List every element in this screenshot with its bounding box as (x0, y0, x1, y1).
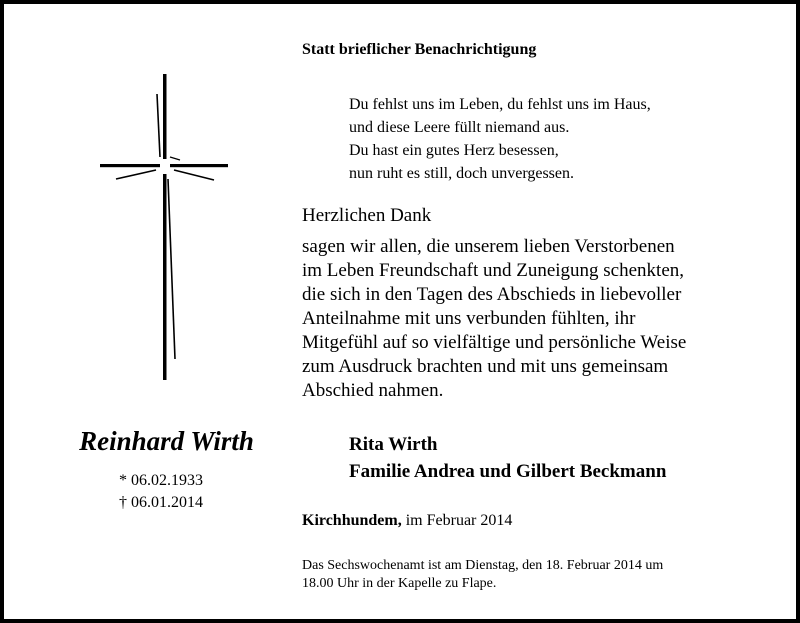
death-date: † 06.01.2014 (119, 494, 203, 511)
signers (349, 431, 666, 485)
thanks-line: zum Ausdruck brachten und mit uns gemeinsam (302, 356, 669, 377)
thanks-line: Mitgefühl auf so vielfältige und persönliche Weise (302, 332, 687, 353)
place-date-line (302, 512, 512, 530)
poem-line: nun ruht es still, doch unvergessen. (349, 165, 575, 182)
thanks-line: Anteilnahme mit uns verbunden fühlten, ihr (302, 308, 636, 329)
thanks-line: die sich in den Tagen des Abschieds in liebevoller (302, 284, 682, 305)
life-dates (119, 470, 203, 514)
signer-name: Rita Wirth (349, 434, 438, 455)
deceased-name: Reinhard Wirth (79, 426, 254, 456)
thanks-title: Herzlichen Dank (302, 205, 432, 226)
poem-line: Du hast ein gutes Herz besessen, (349, 142, 559, 159)
service-notice (302, 557, 663, 593)
signer-name: Familie Andrea und Gilbert Beckmann (349, 461, 667, 482)
place: Kirchhundem, (302, 512, 402, 529)
poem-line: und diese Leere füllt niemand aus. (349, 119, 570, 136)
cross-icon (94, 69, 234, 384)
thanks-line: Abschied nahmen. (302, 380, 444, 401)
service-line: 18.00 Uhr in der Kapelle zu Flape. (302, 576, 497, 591)
notice-header: Statt brieflicher Benachrichtigung (302, 41, 537, 58)
service-line: Das Sechswochenamt ist am Dienstag, den 18. Februar 2014 um (302, 558, 664, 573)
poem-line: Du fehlst uns im Leben, du fehlst uns im Haus, (349, 96, 651, 113)
thanks-body (302, 235, 686, 403)
poem (349, 93, 651, 185)
notice-date: im Februar 2014 (401, 512, 513, 529)
thanks-line: sagen wir allen, die unserem lieben Verstorbenen (302, 236, 675, 257)
birth-date: * 06.02.1933 (119, 472, 203, 489)
thanks-line: im Leben Freundschaft und Zuneigung schenkten, (302, 260, 685, 281)
